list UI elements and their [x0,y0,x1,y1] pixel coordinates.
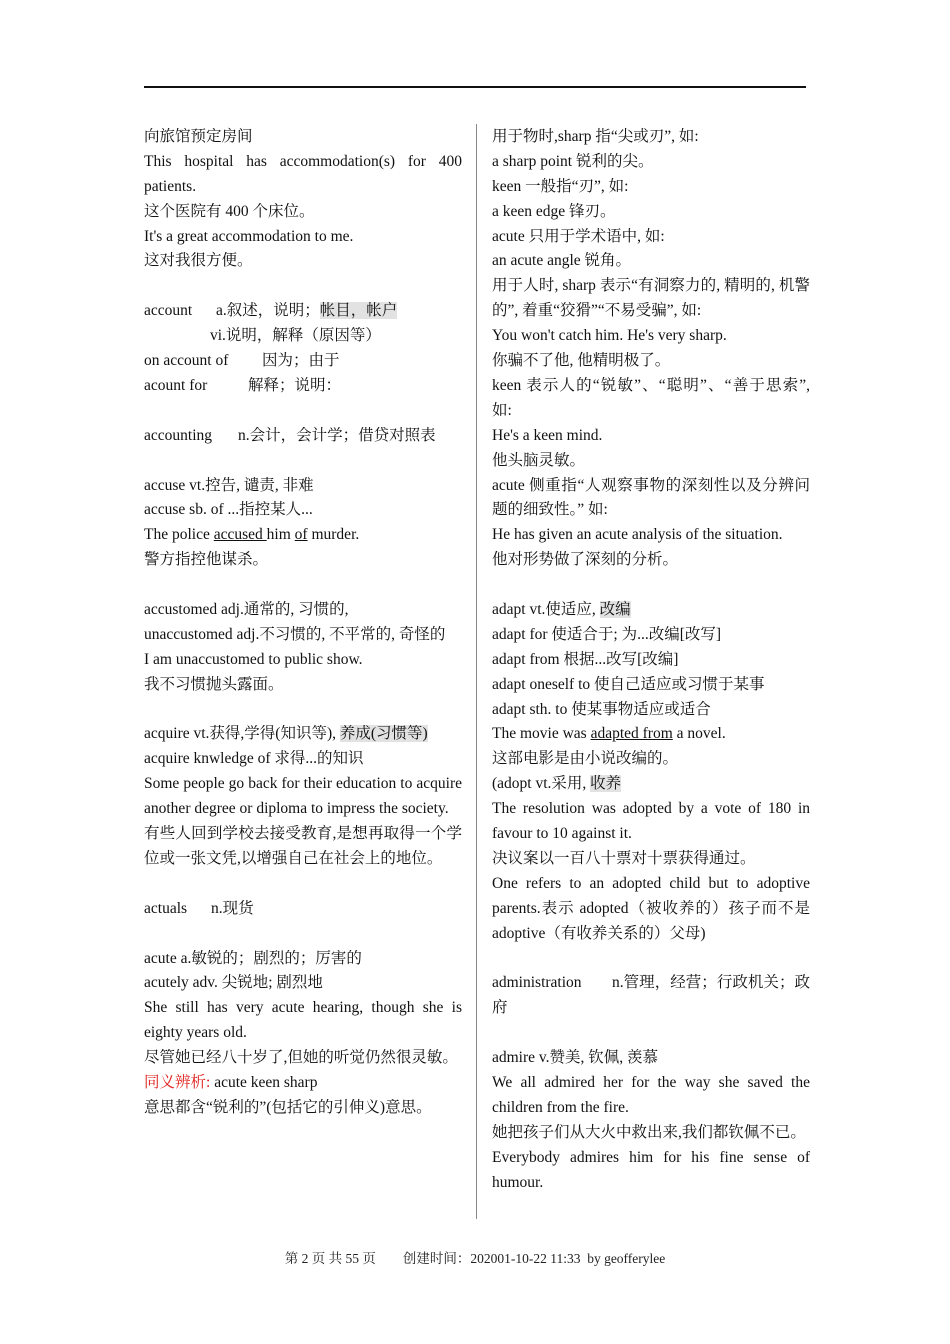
entry-accounting [144,424,462,449]
synonym-words: acute keen sharp [210,1074,318,1091]
example-sentence: We all admired her for the way she saved the children from the fire. [492,1074,810,1116]
entry-accustomed: accustomed adj.通常的, 习惯的, [144,600,349,618]
example-sentence: The resolution was adopted by a vote of 180 in favour to 10 against it. [492,800,810,843]
translation-line: 她把孩子们从大火中救出来,我们都钦佩不已。 [492,1123,806,1141]
example-sentence: It's a great accommodation to me. [144,227,354,245]
example-sentence: Everybody admires him for his fine sense of humour. [492,1148,810,1191]
entry-admire: admire v.赞美, 钦佩, 羡慕 [492,1049,659,1067]
text-span: The movie was [492,725,591,743]
text-span: (adopt vt.采用, [492,775,591,793]
usage-note: One refers to an adopted child but to adoptive parents.表示 adopted（被收养的）孩子而不是 adoptive（有收养关系的）父母) [492,874,810,942]
example-sentence: You won't catch him. He's very sharp. [492,327,727,345]
text-span: a novel. [672,725,726,743]
headword: administration [492,974,582,992]
translation-line: 这对我很方便。 [144,252,253,270]
phrase-line: adapt oneself to 使自己适应或习惯于某事 [492,675,765,693]
entry-adopt [492,772,810,797]
headword: actuals [144,899,188,917]
spacer [144,698,462,723]
right-column [492,125,810,1196]
text-span: acquire vt.获得,学得(知识等), [144,725,340,743]
entry-acquire [144,722,462,747]
translation-line: 有些人回到学校去接受教育,是想再取得一个学位或一张文凭,以增强自己在社会上的地位。 [144,825,462,867]
underlined-text: of [294,526,308,544]
spacer [492,573,810,598]
text-line: 用于人时, sharp 表示“有洞察力的, 精明的, 机警的”, 着重“狡猾”“不易受骗”, 如: [492,277,810,320]
entry-unaccustomed: unaccustomed adj.不习惯的, 不平常的, 奇怪的 [144,625,446,643]
highlighted-definition: 改编 [599,601,631,619]
text-line: an acute angle 锐角。 [492,252,632,270]
spacer [144,274,462,299]
spacer [144,449,462,474]
column-divider [476,124,477,1219]
phrase: on account of [144,352,229,370]
translation-line: 他对形势做了深刻的分析。 [492,551,679,569]
underlined-text: adapted from [590,725,673,743]
translation-line: 警方指控他谋杀。 [144,551,269,569]
text-span: The police [144,526,214,544]
phrase-line: adapt sth. to 使某事物适应或适合 [492,700,711,718]
translation-line: 你骗不了他, 他精明极了。 [492,352,671,370]
headword: accounting [144,426,213,444]
entry-account [144,299,462,324]
example-sentence: Some people go back for their education to acquire another degree or diploma to impress the society. [144,775,462,818]
headword: account [144,302,193,320]
entry-accuse: accuse vt.控告, 谴责, 非难 [144,476,314,494]
synonym-meaning: 意思都含“锐利的”(包括它的引伸义)意思。 [144,1098,432,1116]
example-sentence: He has given an acute analysis of the situation. [492,526,783,544]
phrase: acount for [144,376,208,394]
text-span: adapt vt.使适应, [492,601,600,619]
spacer [144,872,462,897]
phrase-line: acquire knwledge of 求得...的知识 [144,750,364,768]
text-line: acute 侧重指“人观察事物的深刻性以及分辨问题的细致性。” 如: [492,476,810,519]
phrase-line: adapt from 根据...改写[改编] [492,650,679,668]
example-sentence [492,722,810,747]
highlighted-definition: 收养 [590,775,622,793]
entry-acount-for [144,374,462,399]
text-line: keen 表示人的“锐敏”、“聪明”、“善于思索”, 如: [492,376,810,419]
highlighted-definition: 养成(习惯等) [339,725,428,743]
definition-continued: vi.说明，解释（原因等） [210,327,381,345]
definition: 解释；说明： [248,376,342,394]
spacer [144,922,462,947]
text-line: a sharp point 锐利的尖。 [492,152,654,170]
spacer [492,947,810,972]
synonym-label: 同义辨析: [144,1074,211,1091]
entry-acute: acute a.敏锐的；剧烈的；厉害的 [144,949,362,967]
translation-line: 决议案以一百八十票对十票获得通过。 [492,849,756,867]
example-sentence: I am unaccustomed to public show. [144,650,363,668]
definition: n.现货 [211,899,254,917]
header-rule [144,86,806,88]
highlighted-definition: 帐目，帐户 [319,302,398,320]
example-sentence: She still has very acute hearing, though she is eighty years old. [144,999,462,1042]
phrase-line: accuse sb. of ...指控某人... [144,501,313,519]
text-line: acute 只用于学术语中, 如: [492,227,665,245]
translation-line: 这个医院有 400 个床位。 [144,202,315,220]
phrase-line: adapt for 使适合于; 为...改编[改写] [492,625,722,643]
spacer [492,1021,810,1046]
example-sentence [144,523,462,548]
entry-actuals [144,897,462,922]
spacer [144,399,462,424]
text-span: murder. [307,526,360,544]
example-sentence: He's a keen mind. [492,426,603,444]
synonym-heading [144,1071,462,1096]
definition: 因为；由于 [262,352,340,370]
text-span: him [266,526,295,544]
text-line: 用于物时,sharp 指“尖或刃”, 如: [492,128,699,145]
definition: a.叙述，说明； [216,302,320,320]
example-sentence: This hospital has accommodation(s) for 400 patients. [144,152,462,195]
text-line: keen 一般指“刃”, 如: [492,177,629,195]
text-line: 向旅馆预定房间 [144,128,253,145]
translation-line: 尽管她已经八十岁了,但她的听觉仍然很灵敏。 [144,1049,458,1067]
spacer [144,573,462,598]
page-footer: 第 2 页 共 55 页 创建时间：202001-10-22 11:33 by geofferylee [284,1251,666,1266]
entry-acutely: acutely adv. 尖锐地; 剧烈地 [144,974,323,992]
translation-line: 这部电影是由小说改编的。 [492,750,679,768]
translation-line: 我不习惯抛头露面。 [144,675,284,693]
definition: n.管理，经营；行政机关；政府 [492,974,810,1017]
underlined-text: accused [213,526,267,544]
entry-on-account-of [144,349,462,374]
text-line: a keen edge 锋刃。 [492,202,616,220]
left-column [144,125,462,1121]
entry-administration [492,971,810,1021]
entry-adapt [492,598,810,623]
translation-line: 他头脑灵敏。 [492,451,586,469]
definition: n.会计，会计学；借贷对照表 [238,426,436,444]
